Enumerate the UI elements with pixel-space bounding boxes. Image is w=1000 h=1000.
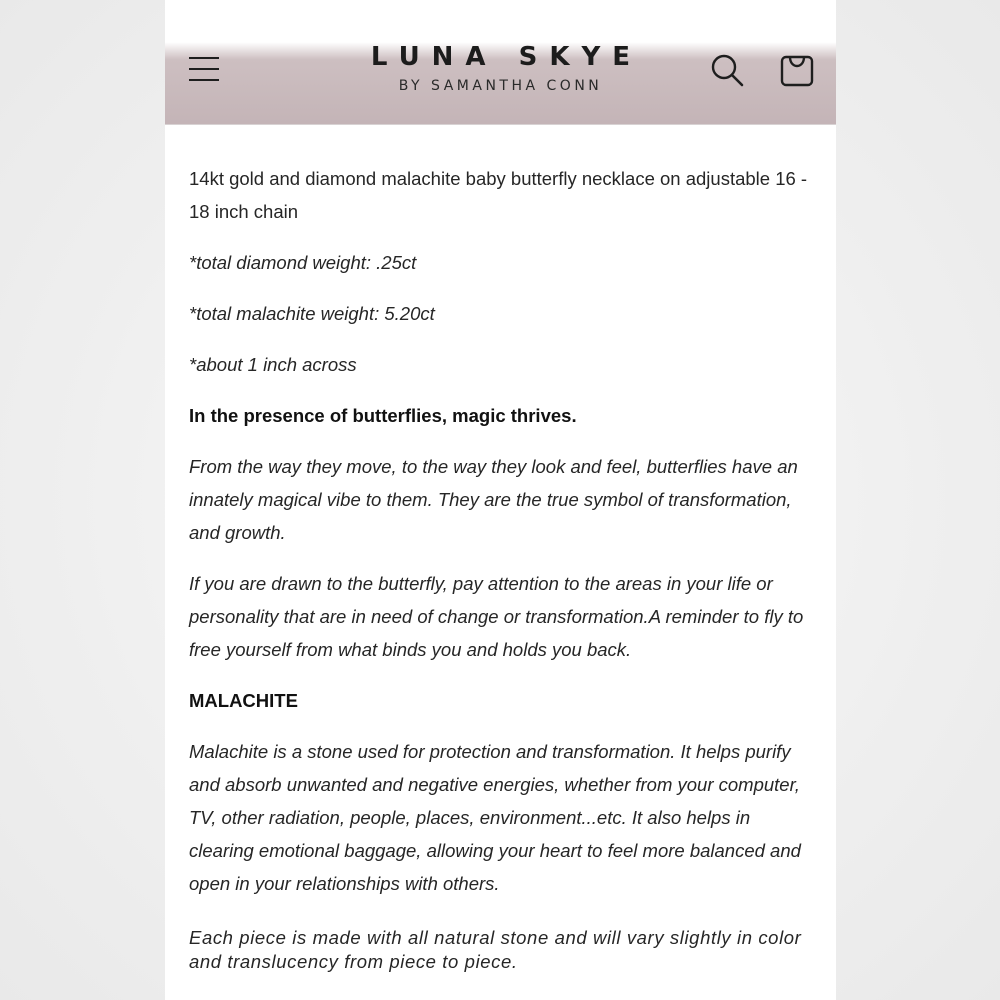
cart-bag-icon[interactable] — [779, 52, 815, 88]
tagline: In the presence of butterflies, magic thrives. — [189, 405, 577, 426]
natural-stone-note: Each piece is made with all natural stone and will vary slightly in color and translucency from piece to piece. — [189, 927, 802, 972]
butterfly-paragraph-1: From the way they move, to the way they look and feel, butterflies have an innately magical vibe to them. They are the true symbol of transformation, and growth. — [189, 456, 798, 543]
stone-description: Malachite is a stone used for protection and transformation. It helps purify and absorb unwanted and negative energies, whether from your computer, TV, other radiation, people, places, environment...etc. It also helps in clearing emotional baggage, allowing your heart to feel more balanced and open in your relationships with others. — [189, 741, 801, 894]
size-note: *about 1 inch across — [189, 354, 357, 375]
site-header — [165, 0, 836, 125]
product-intro: 14kt gold and diamond malachite baby butterfly necklace on adjustable 16 - 18 inch chain — [189, 168, 808, 222]
stone-heading: MALACHITE — [189, 690, 298, 711]
brand-title: LUNA SKYE — [370, 42, 643, 72]
malachite-weight: *total malachite weight: 5.20ct — [189, 303, 435, 324]
diamond-weight: *total diamond weight: .25ct — [189, 252, 417, 273]
search-icon[interactable] — [710, 53, 744, 87]
product-description — [189, 162, 819, 992]
mobile-page — [165, 0, 836, 1000]
butterfly-paragraph-2: If you are drawn to the butterfly, pay attention to the areas in your life or personality that are in need of change or transformation.A reminder to fly to free yourself from what binds you and holds you back. — [189, 573, 804, 660]
brand-subtitle: BY SAMANTHA CONN — [398, 78, 603, 94]
